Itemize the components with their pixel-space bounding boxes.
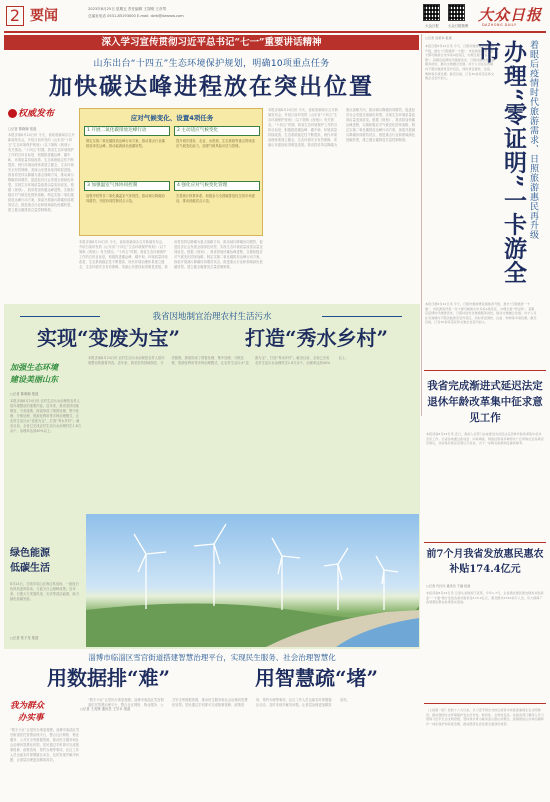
lead-body-col1: 本报济南8月24日讯 今天，省政府新闻办召开新闻发布会，介绍日前印发的《山东省“十四五”生态环境保护规划》（以下简称《规划》）有关情况。“十四五”时期，我省生态环境保护工作的总体目标是，积极推进碳达峰、碳中和，环境质量持续改善，生态系统稳定性不断提高，现代环境治理体系建立健全，生态环境安全有效保障，美丽山东建设取得明显进展。我省将坚持以降碳为重点战略方向，推动减污降碳协同增效，促进经济社会发展全面绿色转型，实现生态环境质量改善由量变到质变。根据《规划》，我省将加快碳达峰进程，实施积极应对气候变化国家战略，制定实施二氧化碳排放达峰行动方案，探索开展减污降碳协同增效试点，推进重点行业和领域绿色低碳转型，建立健全碳排放总量控制制度。 — [8, 133, 75, 212]
theme-banner — [4, 35, 419, 50]
zibo-body-col1: “数字小区”让居民办事更便捷。淄博市临淄区雪宫街道依托智慧治理平台，整合社区网格、物业服务、公共安全等数据资源，推动民生服务和社会治理向智慧化转型。居民通过手机即可完成报事报修、政策咨询、预约办理等事项，社区工作人员也能实时掌握辖区动态，及时发现并解决问题，让基层治理更加精准高效。 — [10, 728, 80, 762]
right-divider — [421, 34, 422, 416]
ecology-logo-text: 加强生态环境 — [10, 363, 58, 372]
qr-code-icon[interactable] — [448, 4, 465, 21]
climate-item — [84, 126, 170, 178]
farm-rule — [424, 542, 546, 543]
climate-item — [174, 126, 260, 178]
zibo-headline-right: 用智慧疏“堵” — [254, 666, 378, 690]
zibo-headline-left: 用数据排“难” — [46, 666, 170, 690]
right-story-body: 本报日照8月24日讯 今天，日照市旅游惠民措施再升级，推出“日照旅游一卡通”，市民游客凭借一张卡即可畅游全市多家A级景区，办理全程“零证明”。着眼后疫情时代旅游需求，日照持续优化旅游服务供给，推动文旅融合发展。持卡人可在有效期内不限次数游览签约景区，同时享受餐饮、住宿、购物等多项优惠。截至目前，已有30余家景区和文旅企业签约加入。 — [425, 44, 495, 81]
lead-body-col3: 本报济南8月24日讯 今天，省政府新闻办召开新闻发布会，介绍日前印发的《山东省“十四五”生态环境保护规划》（以下简称《规划》）有关情况。“十四五”时期，我省生态环境保护工作的总体目标是，积极推进碳达峰、碳中和，环境质量持续改善，生态系统稳定性不断提高，现代环境治理体系建立健全，生态环境安全有效保障，美丽山东建设取得明显进展。我省将坚持以降碳为重点战略方向，推动减污降碳协同增效，促进经济社会发展全面绿色转型，实现生态环境质量改善由量变到质变。根据《规划》，我省将加快碳达峰进程，实施积极应对气候变化国家战略，制定实施二氧化碳排放达峰行动方案，探索开展减污降碳协同增效试点，推进重点行业和领域绿色低碳转型，建立健全碳排放总量控制制度。 — [268, 108, 416, 147]
climate-item-title: 2 主动适应气候变化 — [174, 126, 260, 136]
bottom-right-rule — [424, 703, 546, 704]
header-contact: 总编室电话 0531-85193000 E-mail: dzrb@dzwww.com — [88, 14, 184, 18]
wind-farm-photo — [86, 514, 419, 647]
right-story-kicker: 着眼后疫情时代旅游需求、日照旅游惠民再升级 — [528, 40, 538, 240]
ecology-logo — [10, 362, 78, 388]
climate-item-title: 4 强化应对气候变化管理 — [174, 181, 260, 191]
climate-item-title: 1 开展二氧化碳排放达峰行动 — [84, 126, 170, 136]
header-rule — [4, 31, 546, 33]
service-logo — [10, 699, 70, 725]
village-subhead-rule — [20, 316, 100, 317]
village-body-cols: 本报济南8月24日讯 农村生活污水治理是农村人居环境整治的重要内容。近年来，我省坚持因地制宜、分类施策，探索形成了纳管处理、集中处理、分散处理、资源化利用等多种治理模式，让农村生活污水“变废为宝”，打造“秀水乡村”。截至目前，全省已完成农村生活污水治理村庄1.8万余个，治理率达到40%以上。 — [88, 356, 349, 365]
photo-caption-body: 8月24日，日照市岚山区海边风电场，一座座白色风机迎风转动，与蓝天白云相映成景。近年来，日照大力发展风电、光伏等清洁能源，助力绿色低碳发展。 — [10, 582, 80, 601]
zibo-byline: □记者 王兆锋 通讯员 王学永 报道 — [80, 707, 131, 711]
right-story-body-2: 本报日照8月24日讯 今天，日照市旅游惠民措施再升级，推出“日照旅游一卡通”，市民游客凭借一张卡即可畅游全市多家A级景区，办理全程“零证明”。着眼后疫情时代旅游需求，日照持续优化旅游服务供给，推动文旅融合发展。持卡人可在有效期内不限次数游览签约景区，同时享受餐饮、住宿、购物等多项优惠。截至目前，已有30余家景区和文旅企业签约加入。 — [425, 302, 537, 325]
climate-item — [174, 181, 260, 233]
lead-byline: □记者 陈晓婉 报道 — [8, 127, 37, 131]
bottom-right-body: （上接第一版）党的十八大以来，以习近平同志为核心的党中央高度重视生态文明建设，推动我国生态环境保护发生历史性、转折性、全局性变化。各级各部门要深入学习贯彻习近平生态文明思想，坚持绿水青山就是金山银山的理念，统筹推进山水林田湖草沙一体化保护和系统治理，推动经济社会发展全面绿色转型。 — [426, 708, 544, 726]
climate-item-text: 完善统计核算体系，积极参与全国碳排放权交易市场建设，推动低碳试点示范。 — [176, 194, 255, 203]
climate-item-text: 加强甲烷等非二氧化碳温室气体管控，推动减污降碳协同增效，开展协同控制试点示范。 — [86, 194, 165, 203]
authority-logo-text: 权威发布 — [18, 109, 55, 119]
right-story-byline: □记者 吴荣华 报道 — [425, 36, 452, 40]
right-story-headline: 办理“零证明”一卡游全市 — [474, 40, 527, 285]
climate-item — [84, 181, 170, 233]
climate-box — [79, 108, 263, 236]
climate-box-title: 应对气候变化、设置4项任务 — [130, 114, 214, 122]
banner-text: 深入学习宣传贯彻习近平总书记“七一”重要讲话精神 — [101, 37, 322, 48]
retirement-headline: 我省完成渐进式延迟法定退休年龄改革集中征求意见工作 — [427, 380, 543, 424]
farm-headline: 前7个月我省发放惠民惠农补贴174.4亿元 — [426, 549, 544, 575]
farm-body: 本报济南8月24日讯 记者从省财政厅获悉，今年1-7月，全省通过惠民惠农财政补贴资金“一卡通”累计发放各类补贴资金174.4亿元，惠及群众2700余万人次，有力保障了各项惠民惠农政策落实落地。 — [426, 591, 544, 605]
village-body-col1: 本报济南8月24日讯 农村生活污水治理是农村人居环境整治的重要内容。近年来，我省坚持因地制宜、分类施策，探索形成了纳管处理、集中处理、分散处理、资源化利用等多种治理模式，让农村生活污水“变废为宝”，打造“秀水乡村”。截至目前，全省已完成农村生活污水治理村庄1.8万余个，治理率达到40%以上。 — [10, 399, 82, 433]
village-subhead: 我省因地制宜治理农村生活污水 — [152, 312, 272, 322]
service-logo-text: 办实事 — [18, 713, 44, 723]
page-number: 2 — [6, 6, 24, 26]
qr-code-icon[interactable] — [423, 4, 440, 21]
megaphone-icon — [8, 109, 17, 118]
lead-body-col2: 本报济南8月24日讯 今天，省政府新闻办召开新闻发布会，介绍日前印发的《山东省“十四五”生态环境保护规划》（以下简称《规划》）有关情况。“十四五”时期，我省生态环境保护工作的总体目标是，积极推进碳达峰、碳中和，环境质量持续改善，生态系统稳定性不断提高，现代环境治理体系建立健全，生态环境安全有效保障，美丽山东建设取得明显进展。我省将坚持以降碳为重点战略方向，推动减污降碳协同增效，促进经济社会发展全面绿色转型，实现生态环境质量改善由量变到质变。根据《规划》，我省将加快碳达峰进程，实施积极应对气候变化国家战略，制定实施二氧化碳排放达峰行动方案，探索开展减污降碳协同增效试点，推进重点行业和领域绿色低碳转型，建立健全碳排放总量控制制度。 — [79, 240, 263, 269]
wind-turbines-icon — [86, 514, 419, 647]
village-headline-right: 打造“秀水乡村” — [244, 326, 388, 350]
village-headline-left: 实现“变废为宝” — [36, 326, 180, 350]
header-meta: 2023年8月25日 星期五 责任编辑 王智刚 王彦男 — [88, 7, 167, 11]
retirement-body: 本报济南8月24日讯 近日，我省人社部门完成渐进式延迟法定退休年龄改革集中征求意见工作。全省各地通过座谈会、问卷调查、网络征集等多种形式广泛听取社会各界意见建议，共收集有效意见建议万余条，为下一步相关政策制定提供参考。 — [426, 432, 544, 446]
photo-credit: □记者 张子龙 报道 — [10, 636, 39, 640]
climate-item-text: 制定实施二氧化碳排放达峰行动方案，推动重点行业碳排放率先达峰，推动能源绿色低碳转型。 — [86, 139, 165, 148]
zibo-kicker: 淄博市临淄区雪宫街道搭建智慧治理平台，实现民生服务、社会治理智慧化 — [88, 653, 336, 662]
ecology-logo-text: 建设美丽山东 — [10, 375, 58, 384]
farm-byline: □记者 代玲玲 通讯员 于越 报道 — [426, 584, 471, 588]
retirement-rule — [424, 370, 546, 371]
masthead-latin: DAZHONG DAILY — [482, 23, 517, 27]
zibo-body-cols: “数字小区”让居民办事更便捷。淄博市临淄区雪宫街道依托智慧治理平台，整合社区网格、物业服务、公共安全等数据资源，推动民生服务和社会治理向智慧化转型。居民通过手机即可完成报事报修、政策咨询、预约办理等事项，社区工作人员也能实时掌握辖区动态，及时发现并解决问题，让基层治理更加精准高效。 — [88, 698, 350, 707]
village-subhead-rule — [322, 316, 402, 317]
page-header — [0, 0, 550, 38]
lead-kicker: 山东出台“十四五”生态环境保护规划，明确10项重点任务 — [93, 59, 330, 69]
photo-caption-title: 绿色能源 低碳生活 — [10, 548, 50, 574]
qr-caption: 大众日报微博 — [447, 24, 469, 28]
climate-item-title: 3 加强温室气体协同控制 — [84, 181, 170, 191]
climate-item-text: 提升城乡建设、农业、水资源、生态系统等重点领域适应气候变化能力，加强气候风险评估与管理。 — [176, 139, 255, 148]
service-logo-text: 我为群众 — [10, 701, 45, 711]
authority-logo — [8, 108, 55, 120]
masthead-logo: 大众日报 — [478, 6, 543, 24]
lead-headline: 加快碳达峰进程放在突出位置 — [49, 73, 374, 100]
village-byline: □记者 陈晓婉 报道 — [10, 392, 39, 396]
section-title: 要闻 — [30, 8, 58, 24]
qr-caption: 大众日报 — [425, 24, 439, 28]
